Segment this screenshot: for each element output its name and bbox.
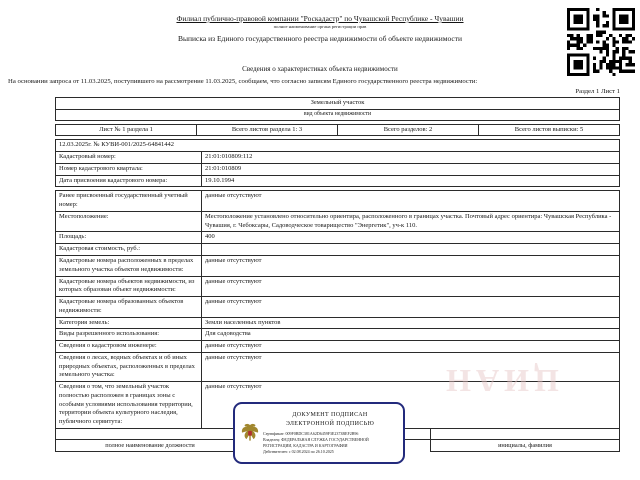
sheet-number-cell: Лист № 1 раздела 1	[99, 125, 153, 133]
table-row	[56, 125, 619, 136]
object-type-caption: вид объекта недвижимости	[303, 110, 372, 117]
stamp-certificate: Сертификат: 009F0BDC381A62D6459F3E2373BEF2B96	[263, 430, 359, 436]
row-label: Сведения о лесах, водных объектах и об иных природных объектах, расположенных в пределах земельного участка:	[59, 353, 195, 379]
table-row	[56, 211, 619, 232]
signature-line-left	[55, 428, 245, 439]
row-label: Номер кадастрового квартала:	[59, 164, 143, 172]
name-label: инициалы, фамилия	[430, 439, 620, 452]
row-label: Кадастровая стоимость, руб.:	[59, 245, 141, 253]
row-label: Местоположение:	[59, 212, 109, 220]
row-value: 19.10.1994	[201, 176, 619, 187]
digital-signature-stamp	[233, 402, 405, 464]
table-row	[56, 340, 619, 352]
sheet-info-table	[55, 124, 620, 137]
position-label: полное наименование должности	[55, 439, 245, 452]
registering-org-name: Филиал публично-правовой компании "Роскадастр" по Чувашской Республике - Чувашии	[176, 14, 464, 23]
signature-line-right	[430, 428, 620, 439]
row-value: 400	[201, 232, 619, 243]
object-type-value: Земельный участок	[310, 99, 365, 106]
row-label: Ранее присвоенный государственный учетный номер:	[59, 192, 188, 209]
table-row	[56, 328, 619, 340]
row-label: Кадастровый номер:	[59, 153, 116, 161]
row-value: 21:01:010809:112	[201, 152, 619, 163]
row-label: Кадастровые номера образованных объектов недвижимости:	[59, 298, 184, 314]
row-value: данные отсутствуют	[201, 297, 619, 317]
table-row	[56, 191, 619, 211]
stamp-title-line2: ЭЛЕКТРОННОЙ ПОДПИСЬЮ	[285, 421, 375, 427]
row-value: Местоположение установлено относительно ориентира, расположенного в границах участка. Почтовый адрес ориентира: Чувашская Республика - Чувашия, г. Чебоксары, Садоводческое товарищество "Энергетик", уч-к 110.	[201, 212, 619, 232]
table-row	[56, 276, 619, 297]
row-value: данные отсутствуют	[201, 277, 619, 297]
stamp-title-line1: ДОКУМЕНТ ПОДПИСАН	[292, 412, 368, 419]
row-value: данные отсутствуют	[201, 382, 619, 428]
row-label: Сведения о том, что земельный участок полностью расположен в границах зоны с особыми условиями использования территории, территории объекта культурного наследия, публичного сервитута:	[59, 383, 193, 426]
total-sheets-cell: Всего листов выписки: 5	[478, 125, 619, 136]
object-type-table	[55, 97, 620, 121]
row-label: Категория земель:	[59, 318, 110, 326]
row-label: Кадастровые номера объектов недвижимости, из которых образован объект недвижимости:	[59, 277, 195, 294]
total-sections-cell: Всего разделов: 2	[337, 125, 478, 136]
row-value: 21:01:010809	[201, 164, 619, 175]
row-label: Кадастровые номера расположенных в пределах земельного участка объектов недвижимости:	[59, 257, 194, 273]
doc-number: 12.03.2025г. № КУВИ-001/2025-64841442	[59, 141, 174, 149]
table-row	[56, 163, 619, 175]
table-row	[56, 175, 619, 187]
stamp-owner: Владелец: ФЕДЕРАЛЬНАЯ СЛУЖБА ГОСУДАРСТВЕННОЙ РЕГИСТРАЦИИ, КАДАСТРА И КАРТОГРАФИИ	[263, 436, 369, 448]
request-basis-line: На основании запроса от 11.03.2025, поступившего на рассмотрение 11.03.2025, сообщаем, что согласно записям Единого государственного реестра недвижимости:	[8, 78, 478, 85]
stamp-validity: Действителен: с 02.08.2024 по 26.10.2025	[263, 448, 334, 454]
row-value: данные отсутствуют	[201, 256, 619, 276]
row-value: данные отсутствуют	[201, 353, 619, 381]
coat-of-arms-icon	[241, 423, 259, 443]
row-value	[201, 244, 619, 255]
row-label: Площадь:	[59, 233, 87, 241]
table-row	[56, 243, 619, 255]
table-row	[56, 255, 619, 276]
row-label: Дата присвоения кадастрового номера:	[59, 176, 168, 184]
document-header	[70, 14, 570, 43]
cian-watermark: ЦИАН	[441, 363, 559, 399]
section-sheets-cell: Всего листов раздела 1: 3	[196, 125, 337, 136]
row-value: данные отсутствуют	[201, 191, 619, 211]
row-value: Земли населенных пунктов	[201, 318, 619, 329]
cadastral-id-table	[55, 139, 620, 187]
row-label: Виды разрешенного использования:	[59, 330, 160, 338]
section-sheet-label: Раздел 1 Лист 1	[575, 88, 620, 95]
table-row	[56, 231, 619, 243]
row-label: Сведения о кадастровом инженере:	[59, 342, 157, 350]
table-row	[56, 151, 619, 163]
section-title: Сведения о характеристиках объекта недвижимости	[242, 65, 398, 73]
document-title: Выписка из Единого государственного реестра недвижимости об объекте недвижимости	[177, 34, 463, 44]
row-value: Для садоводства	[201, 329, 619, 340]
table-row	[56, 317, 619, 329]
row-value: данные отсутствуют	[201, 341, 619, 352]
org-name-caption: полное наименование органа регистрации прав	[273, 24, 367, 30]
table-row	[56, 296, 619, 317]
stamp-text	[263, 411, 397, 454]
